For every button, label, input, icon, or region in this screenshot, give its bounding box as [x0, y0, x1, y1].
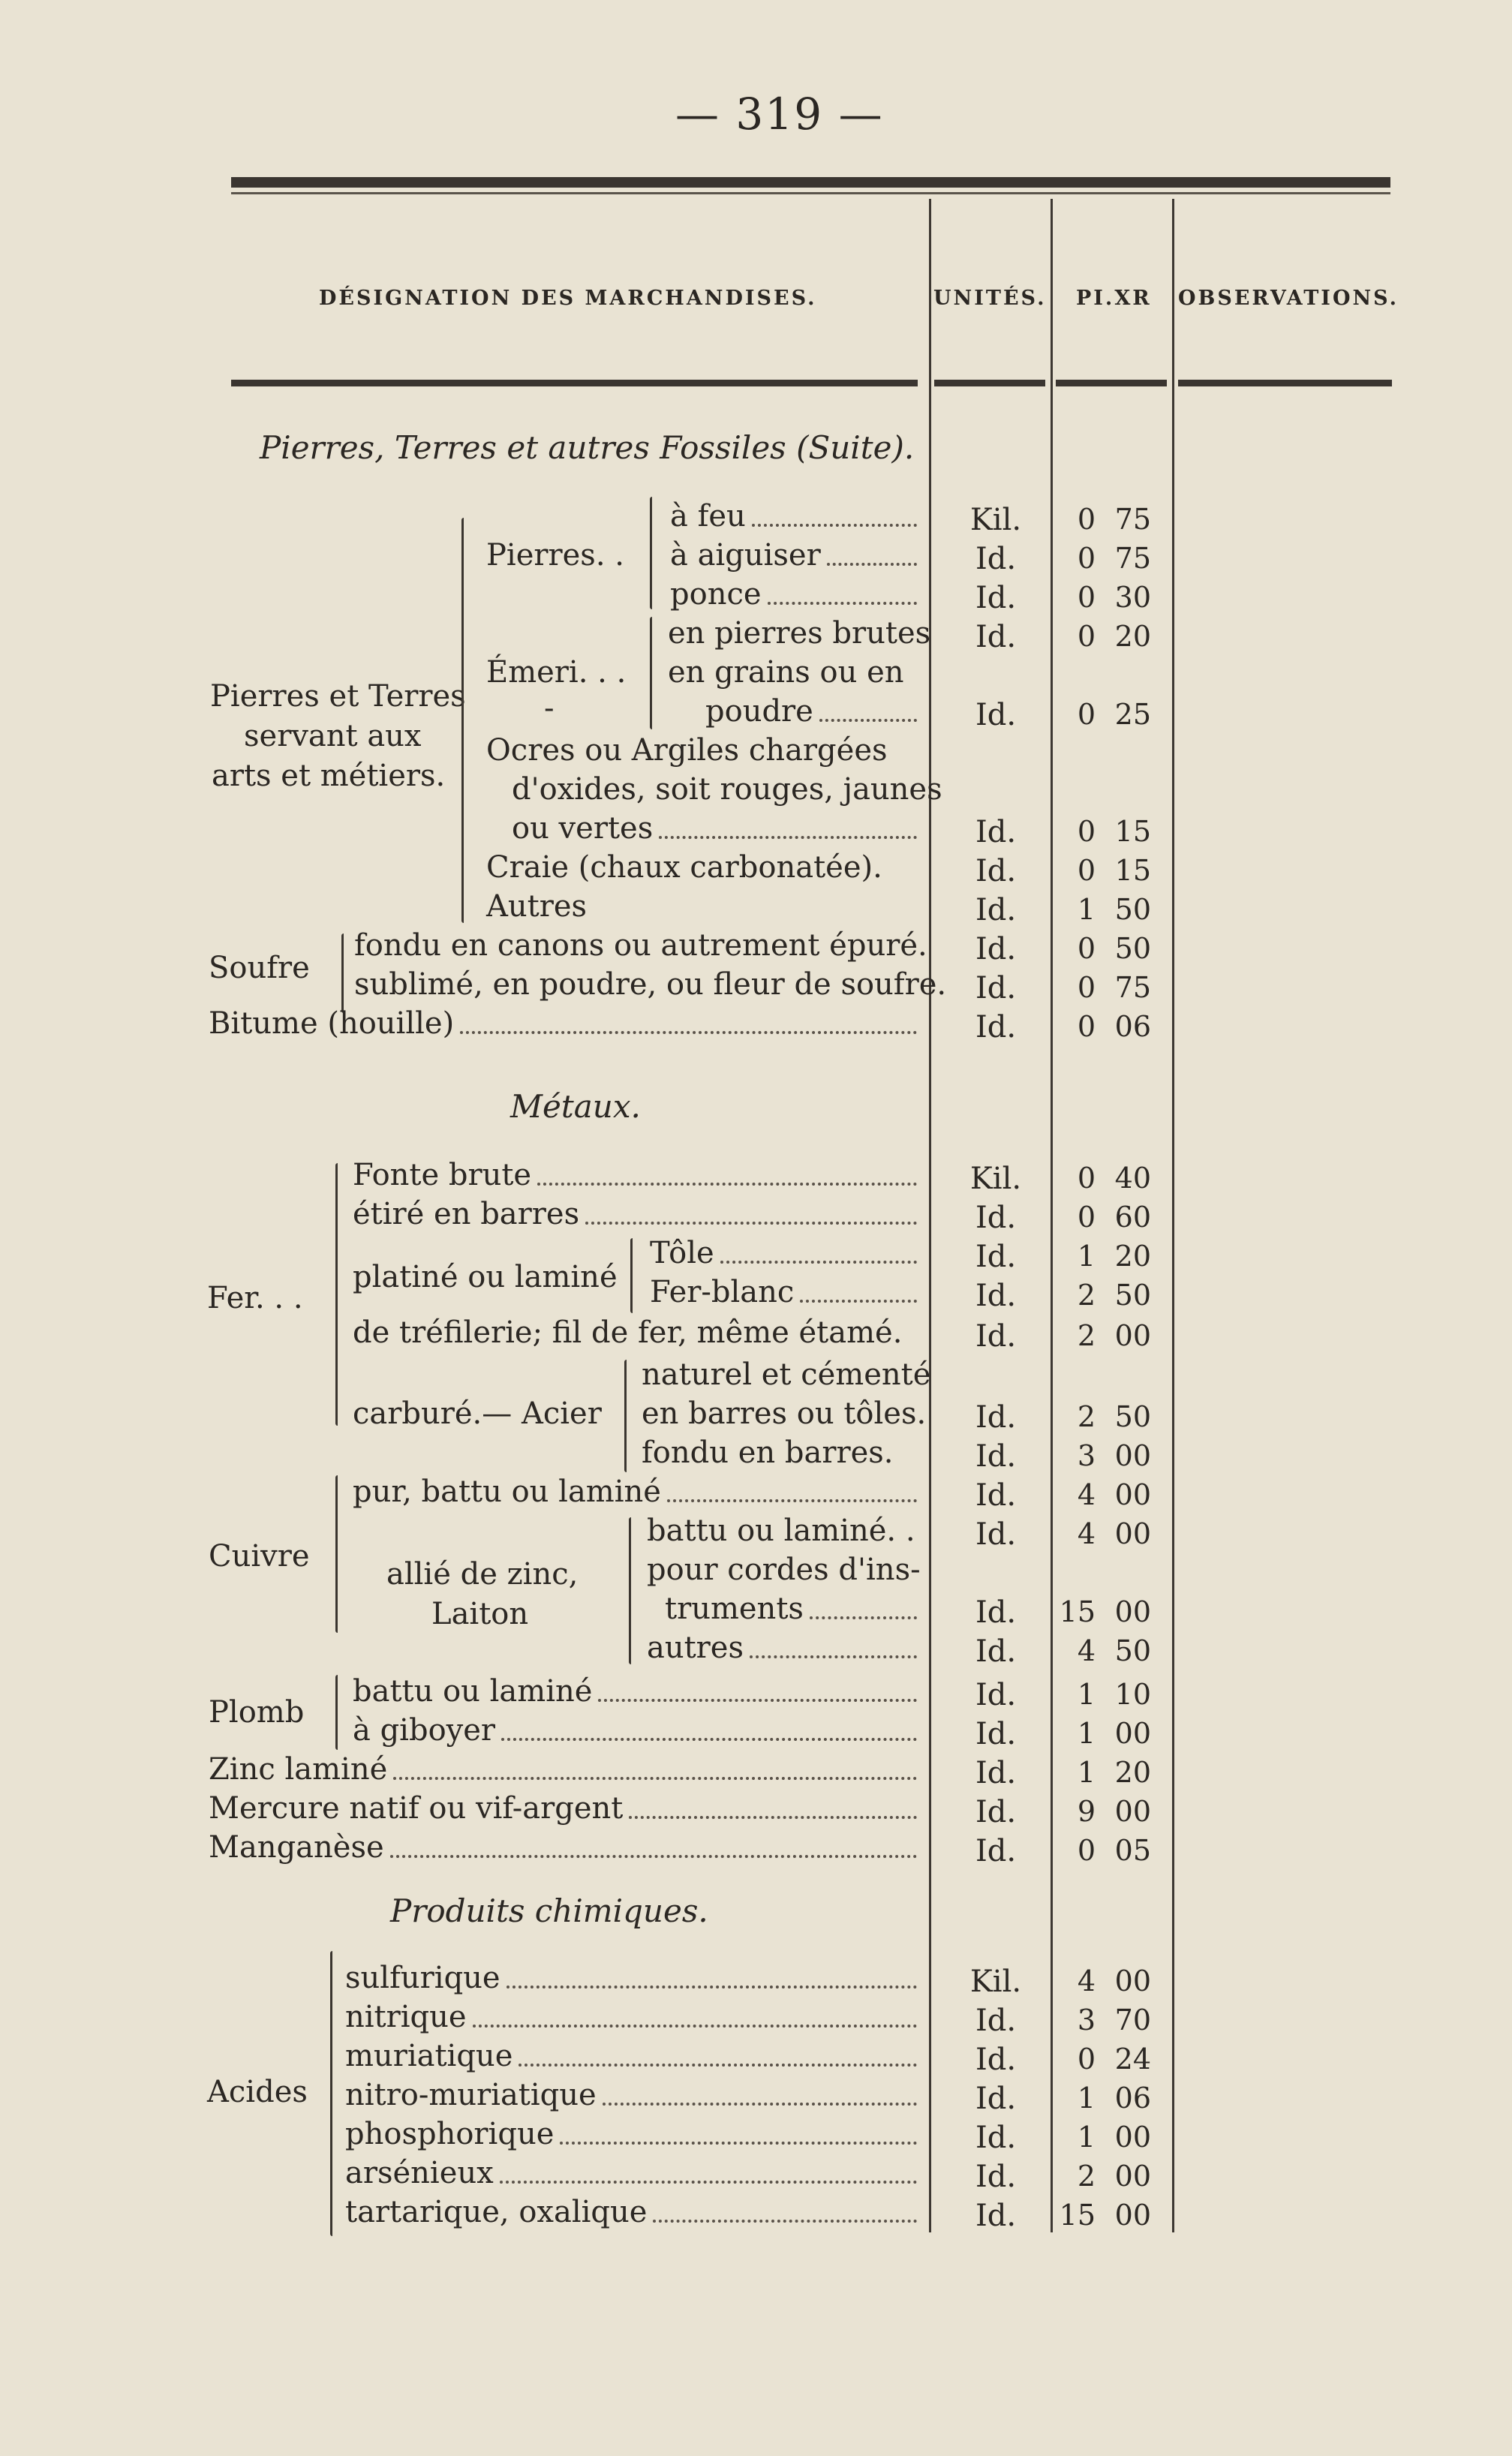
price-centimes: 15: [1114, 815, 1151, 848]
brace-soufre: [341, 933, 344, 1013]
price-francs: 1: [1077, 1756, 1096, 1789]
column-divider-units: [929, 199, 931, 2232]
brace-platine: [630, 1238, 633, 1313]
item-label: phosphorique: [345, 2117, 555, 2151]
group-label-pierres-terres: Pierres et Terres: [210, 679, 466, 714]
item-label: autres: [647, 1631, 744, 1665]
label-cuivre: Cuivre: [209, 1539, 310, 1574]
label-carbure: carburé.— Acier: [353, 1396, 602, 1431]
unit-value: Id.: [975, 620, 1017, 654]
leader-dots: [537, 1183, 917, 1186]
price-centimes: 50: [1114, 1279, 1151, 1312]
brace-emeri: [650, 617, 652, 729]
label-fer: Fer. . .: [207, 1281, 303, 1315]
leader-dots: [598, 1699, 917, 1702]
header-rule-units: [934, 380, 1045, 386]
label-pierres-sub: Pierres. .: [486, 538, 624, 573]
unit-value: Id.: [975, 2160, 1017, 2194]
header-observations: OBSERVATIONS.: [1178, 287, 1399, 310]
header-units: UNITÉS.: [933, 287, 1047, 310]
leader-dots: [460, 1031, 917, 1034]
price-value: [1051, 1834, 1171, 1867]
price-francs: 4: [1077, 1634, 1096, 1667]
leader-dots: [393, 1777, 917, 1780]
brace-pierres-terres: [461, 518, 464, 923]
brace-cuivre: [335, 1475, 338, 1633]
price-centimes: 20: [1114, 1240, 1151, 1273]
price-centimes: 20: [1114, 1756, 1151, 1789]
price-francs: 0: [1077, 581, 1096, 614]
price-centimes: 00: [1114, 1795, 1151, 1828]
leader-dots: [519, 2064, 917, 2067]
unit-value: Kil.: [969, 503, 1022, 537]
price-value: [1051, 1240, 1171, 1273]
price-value: [1051, 2121, 1171, 2154]
price-francs: 0: [1077, 1010, 1096, 1043]
price-value: [1051, 542, 1171, 575]
item-label: battu ou laminé. .: [647, 1514, 915, 1548]
price-francs: 2: [1077, 1279, 1096, 1312]
section-title-pierres: Pierres, Terres et autres Fossiles (Suite).: [260, 429, 915, 466]
price-value: [1051, 698, 1171, 731]
item-label: fondu en canons ou autrement épuré.: [354, 928, 927, 963]
unit-value: Id.: [975, 1010, 1017, 1045]
unit-value: Id.: [975, 698, 1017, 732]
column-divider-observations: [1172, 199, 1174, 2232]
leader-dots: [560, 2142, 917, 2145]
item-label: sublimé, en poudre, ou fleur de soufre.: [354, 967, 947, 1002]
item-label: d'oxides, soit rouges, jaunes: [512, 772, 942, 807]
unit-value: Kil.: [969, 1162, 1022, 1196]
price-value: [1051, 2004, 1171, 2037]
label-allie-2: Laiton: [431, 1597, 529, 1631]
top-rule: [231, 177, 1390, 188]
unit-value: Id.: [975, 1756, 1017, 1790]
leader-dots: [667, 1499, 917, 1502]
leader-dots: [653, 2220, 917, 2223]
item-label: tartarique, oxalique: [345, 2195, 648, 2229]
leader-dots: [473, 2025, 917, 2028]
price-francs: 0: [1077, 971, 1096, 1004]
item-label: poudre: [705, 694, 813, 729]
item-label: ou vertes: [512, 811, 654, 846]
item-label: Autres: [486, 889, 588, 924]
header-rule-designation: [231, 380, 918, 386]
price-francs: 3: [1077, 2004, 1096, 2037]
item-label: battu ou laminé: [353, 1674, 593, 1709]
item-label: truments: [665, 1592, 804, 1626]
leader-dots: [603, 2103, 917, 2106]
item-label: en barres ou tôles.: [642, 1396, 927, 1431]
price-centimes: 50: [1114, 1400, 1151, 1433]
unit-value: Id.: [975, 581, 1017, 615]
unit-value: Id.: [975, 2004, 1017, 2038]
price-francs: 2: [1077, 1400, 1096, 1433]
item-label: ponce: [670, 577, 762, 612]
price-francs: 0: [1077, 1201, 1096, 1234]
price-value: [1051, 854, 1171, 887]
price-value: [1051, 971, 1171, 1004]
item-label: étiré en barres: [353, 1197, 580, 1231]
price-centimes: 24: [1114, 2043, 1151, 2076]
price-centimes: 40: [1114, 1162, 1151, 1195]
unit-value: Id.: [975, 1517, 1017, 1552]
price-value: [1051, 932, 1171, 965]
unit-value: Id.: [975, 1240, 1017, 1274]
unit-value: Id.: [975, 1795, 1017, 1829]
price-centimes: 00: [1114, 2160, 1151, 2193]
unit-value: Id.: [975, 1834, 1017, 1868]
price-francs: 1: [1077, 2121, 1096, 2154]
brace-acides: [330, 1951, 332, 2236]
unit-value: Id.: [975, 932, 1017, 966]
price-centimes: 50: [1114, 893, 1151, 926]
leader-dots: [827, 563, 917, 566]
leader-dots: [819, 719, 917, 722]
price-value: [1051, 2082, 1171, 2115]
price-value: [1051, 1279, 1171, 1312]
price-value: [1051, 1795, 1171, 1828]
price-francs: 0: [1077, 698, 1096, 731]
unit-value: Id.: [975, 854, 1017, 888]
price-value: [1051, 1478, 1171, 1511]
item-label: arsénieux: [345, 2156, 494, 2190]
price-value: [1051, 2199, 1171, 2232]
unit-value: Id.: [975, 2199, 1017, 2233]
price-value: [1051, 1678, 1171, 1711]
brace-plomb: [335, 1675, 338, 1750]
price-centimes: 25: [1114, 698, 1151, 731]
price-francs: 0: [1077, 1162, 1096, 1195]
price-value: [1051, 1517, 1171, 1550]
leader-dots: [810, 1616, 917, 1619]
price-value: [1051, 1010, 1171, 1043]
page-number: — 319 —: [675, 89, 884, 140]
unit-value: Id.: [975, 1595, 1017, 1630]
unit-value: Id.: [975, 1319, 1017, 1354]
price-value: [1051, 620, 1171, 653]
price-centimes: 10: [1114, 1678, 1151, 1711]
label-soufre: Soufre: [209, 951, 310, 985]
price-value: [1051, 1400, 1171, 1433]
price-value: [1051, 1756, 1171, 1789]
unit-value: Id.: [975, 1400, 1017, 1435]
label-plomb: Plomb: [209, 1695, 305, 1730]
item-label: pour cordes d'ins-: [647, 1553, 921, 1587]
leader-dots: [768, 602, 917, 605]
unit-value: Id.: [975, 1478, 1017, 1513]
price-centimes: 00: [1114, 1964, 1151, 1998]
leader-dots: [390, 1855, 917, 1858]
unit-value: Id.: [975, 542, 1017, 576]
price-francs: 2: [1077, 1319, 1096, 1352]
item-label: Craie (chaux carbonatée).: [486, 850, 882, 885]
label-acides: Acides: [207, 2075, 308, 2109]
leader-dots: [585, 1222, 917, 1225]
price-francs: 1: [1077, 2082, 1096, 2115]
item-label: Fer-blanc: [650, 1275, 795, 1309]
leader-dots: [659, 836, 917, 839]
price-francs: 15: [1059, 2199, 1096, 2232]
price-centimes: 75: [1114, 971, 1151, 1004]
unit-value: Id.: [975, 971, 1017, 1006]
unit-value: Id.: [975, 815, 1017, 849]
unit-value: Id.: [975, 1717, 1017, 1751]
unit-value: Id.: [975, 1439, 1017, 1474]
unit-value: Kil.: [969, 1964, 1022, 1999]
unit-value: Id.: [975, 1201, 1017, 1235]
price-centimes: 06: [1114, 1010, 1151, 1043]
price-centimes: 00: [1114, 2121, 1151, 2154]
unit-value: Id.: [975, 2082, 1017, 2116]
price-value: [1051, 1964, 1171, 1998]
price-francs: 0: [1077, 620, 1096, 653]
item-label: sulfurique: [345, 1961, 500, 1995]
item-label: à aiguiser: [670, 538, 821, 573]
price-centimes: 15: [1114, 854, 1151, 887]
price-value: [1051, 1595, 1171, 1628]
price-francs: 9: [1077, 1795, 1096, 1828]
brace-allie: [629, 1517, 631, 1664]
price-value: [1051, 1319, 1171, 1352]
price-francs: 4: [1077, 1478, 1096, 1511]
unit-value: Id.: [975, 1279, 1017, 1313]
price-value: [1051, 2043, 1171, 2076]
top-rule-thin: [231, 192, 1390, 194]
price-value: [1051, 815, 1171, 848]
unit-value: Id.: [975, 1634, 1017, 1669]
price-francs: 2: [1077, 2160, 1096, 2193]
price-francs: 4: [1077, 1964, 1096, 1998]
price-centimes: 30: [1114, 581, 1151, 614]
label-allie-1: allié de zinc,: [386, 1557, 579, 1592]
price-value: [1051, 1634, 1171, 1667]
item-label: Zinc laminé: [209, 1752, 388, 1787]
header-designation: DÉSIGNATION DES MARCHANDISES.: [319, 287, 817, 310]
brace-fer: [335, 1163, 338, 1426]
price-value: [1051, 581, 1171, 614]
brace-pierres-sub: [650, 497, 652, 609]
price-value: [1051, 2160, 1171, 2193]
item-label: à giboyer: [353, 1713, 496, 1748]
price-centimes: 70: [1114, 2004, 1151, 2037]
price-francs: 0: [1077, 1834, 1096, 1867]
item-label: en grains ou en: [668, 655, 904, 690]
price-francs: 0: [1077, 932, 1096, 965]
price-francs: 1: [1077, 1240, 1096, 1273]
price-francs: 0: [1077, 2043, 1096, 2076]
item-label: en pierres brutes: [668, 616, 931, 651]
price-value: [1051, 1162, 1171, 1195]
price-centimes: 00: [1114, 1319, 1151, 1352]
leader-dots: [507, 1986, 917, 1989]
label-platine: platiné ou laminé: [353, 1260, 618, 1294]
price-centimes: 00: [1114, 1478, 1151, 1511]
section-title-produits: Produits chimiques.: [390, 1892, 708, 1929]
item-label: muriatique: [345, 2039, 513, 2073]
item-label: Manganèse: [209, 1830, 384, 1865]
price-centimes: 00: [1114, 1717, 1151, 1750]
leader-dots: [800, 1300, 917, 1303]
item-label: Mercure natif ou vif-argent: [209, 1791, 624, 1826]
item-label: Bitume (houille): [209, 1006, 455, 1041]
price-francs: 15: [1059, 1595, 1096, 1628]
group-label-servant: servant aux: [244, 719, 422, 753]
price-centimes: 20: [1114, 620, 1151, 653]
header-rule-observations: [1178, 380, 1392, 386]
leader-dots: [752, 524, 917, 527]
item-label: Tôle: [650, 1236, 714, 1270]
brace-carbure: [624, 1360, 627, 1472]
price-centimes: 50: [1114, 932, 1151, 965]
price-francs: 0: [1077, 542, 1096, 575]
price-centimes: 05: [1114, 1834, 1151, 1867]
price-centimes: 06: [1114, 2082, 1151, 2115]
label-emeri-dash: -: [544, 691, 555, 726]
item-label: nitrique: [345, 2000, 467, 2034]
unit-value: Id.: [975, 2043, 1017, 2077]
item-label: de tréfilerie; fil de fer, même étamé.: [353, 1315, 903, 1350]
item-label: pur, battu ou laminé: [353, 1475, 661, 1509]
item-label: Fonte brute: [353, 1158, 532, 1192]
item-label: Ocres ou Argiles chargées: [486, 733, 888, 768]
price-francs: 1: [1077, 893, 1096, 926]
leader-dots: [750, 1655, 917, 1658]
price-value: [1051, 893, 1171, 926]
price-value: [1051, 1439, 1171, 1472]
price-centimes: 00: [1114, 1517, 1151, 1550]
price-francs: 0: [1077, 503, 1096, 536]
price-francs: 4: [1077, 1517, 1096, 1550]
price-francs: 0: [1077, 854, 1096, 887]
unit-value: Id.: [975, 2121, 1017, 2155]
price-francs: 1: [1077, 1717, 1096, 1750]
leader-dots: [629, 1816, 917, 1819]
item-label: fondu en barres.: [642, 1435, 894, 1470]
leader-dots: [500, 2181, 917, 2184]
header-rule-price: [1056, 380, 1167, 386]
price-francs: 3: [1077, 1439, 1096, 1472]
price-centimes: 00: [1114, 1439, 1151, 1472]
header-price: PI.XR: [1076, 287, 1152, 310]
price-value: [1051, 503, 1171, 536]
item-label: nitro-muriatique: [345, 2078, 597, 2112]
price-centimes: 75: [1114, 542, 1151, 575]
label-emeri: Émeri. . .: [486, 655, 627, 690]
price-francs: 1: [1077, 1678, 1096, 1711]
item-label: naturel et cémenté: [642, 1357, 931, 1392]
price-francs: 0: [1077, 815, 1096, 848]
price-value: [1051, 1717, 1171, 1750]
price-centimes: 60: [1114, 1201, 1151, 1234]
price-centimes: 00: [1114, 2199, 1151, 2232]
item-label: à feu: [670, 499, 746, 534]
leader-dots: [501, 1738, 917, 1741]
unit-value: Id.: [975, 1678, 1017, 1712]
price-centimes: 50: [1114, 1634, 1151, 1667]
section-title-metaux: Métaux.: [510, 1088, 641, 1125]
price-centimes: 75: [1114, 503, 1151, 536]
price-centimes: 00: [1114, 1595, 1151, 1628]
unit-value: Id.: [975, 893, 1017, 927]
group-label-arts: arts et métiers.: [212, 759, 446, 793]
leader-dots: [720, 1261, 917, 1264]
price-value: [1051, 1201, 1171, 1234]
